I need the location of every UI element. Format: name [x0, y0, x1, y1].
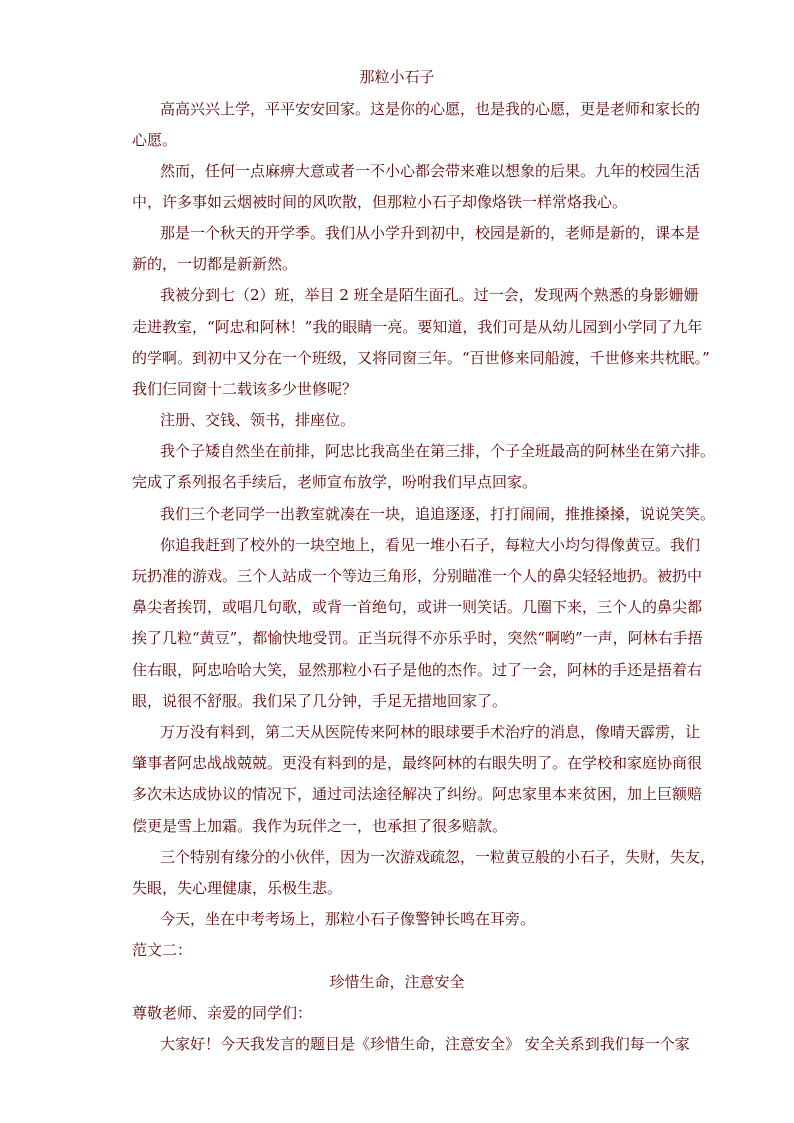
paragraph-line: 新的，一切都是新新然。 — [132, 255, 298, 273]
paragraph-line: 挨了几粒“黄豆”，都愉快地受罚。正当玩得不亦乐乎时，突然“啊哟”一声，阿林右手捂 — [132, 629, 703, 647]
paragraph-line: 鼻尖者挨罚，或唱几句歌，或背一首绝句，或讲一则笑话。几圈下来，三个人的鼻尖都 — [132, 598, 703, 616]
paragraph-line: 肇事者阿忠战战兢兢。更没有料到的是，最终阿林的右眼失明了。在学校和家庭协商很 — [132, 754, 703, 772]
paragraph-line: 偿更是雪上加霜。我作为玩伴之一，也承担了很多赔款。 — [132, 817, 508, 835]
paragraph-line: 今天，坐在中考考场上，那粒小石子像警钟长鸣在耳旁。 — [160, 910, 536, 928]
paragraph-line: 完成了系列报名手续后，老师宣布放学，吩咐我们早点回家。 — [132, 473, 538, 491]
paragraph-line: 万万没有料到，第二天从医院传来阿林的眼球要手术治疗的消息，像晴天霹雳，让 — [160, 723, 701, 741]
paragraph-line: 我个子矮自然坐在前排，阿忠比我高坐在第三排，个子全班最高的阿林坐在第六排。 — [160, 442, 716, 460]
greeting-line: 尊敬老师、亲爱的同学们： — [132, 1004, 313, 1022]
paragraph-line: 那是一个秋天的开学季。我们从小学升到初中，校园是新的，老师是新的，课本是 — [160, 224, 701, 242]
paragraph-line: 我们三个老同学一出教室就凑在一块，追追逐逐，打打闹闹，推推搡搡，说说笑笑。 — [160, 505, 716, 523]
paragraph-line: 你追我赶到了校外的一块空地上，看见一堆小石子，每粒大小均匀得像黄豆。我们 — [160, 536, 701, 554]
section-label: 范文二： — [132, 941, 193, 959]
paragraph-line: 眼，说很不舒服。我们呆了几分钟，手足无措地回家了。 — [132, 692, 508, 710]
paragraph-line: 注册、交钱、领书，排座位。 — [160, 411, 356, 429]
paragraph-line: 高高兴兴上学，平平安安回家。这是你的心愿，也是我的心愿，更是老师和家长的 — [160, 100, 701, 118]
essay1-title: 那粒小石子 — [359, 68, 435, 86]
paragraph-line: 多次未达成协议的情况下，通过司法途径解决了纠纷。阿忠家里本来贫困，加上巨额赔 — [132, 785, 703, 803]
paragraph-line: 的学啊。到初中又分在一个班级，又将同窗三年。“百世修来同船渡，千世修来共枕眠。” — [132, 349, 710, 367]
essay2-title: 珍惜生命，注意安全 — [329, 973, 465, 991]
paragraph-line: 心愿。 — [132, 131, 178, 149]
paragraph-line: 中，许多事如云烟被时间的风吹散，但那粒小石子却像烙铁一样常烙我心。 — [132, 193, 628, 211]
paragraph-line: 三个特别有缘分的小伙伴，因为一次游戏疏忽，一粒黄豆般的小石子，失财，失友， — [160, 848, 716, 866]
paragraph-line: 失眼，失心理健康，乐极生悲。 — [132, 879, 343, 897]
paragraph-line: 住右眼，阿忠哈哈大笑，显然那粒小石子是他的杰作。过了一会，阿林的手还是捂着右 — [132, 661, 703, 679]
paragraph-line: 大家好！今天我发言的题目是《珍惜生命，注意安全》 安全关系到我们每一个家 — [160, 1035, 690, 1053]
paragraph-line: 走进教室，“阿忠和阿林！”我的眼睛一亮。要知道，我们可是从幼儿园到小学同了九年 — [132, 318, 703, 336]
paragraph-line: 然而，任何一点麻痹大意或者一不小心都会带来难以想象的后果。九年的校园生活 — [160, 162, 701, 180]
paragraph-line: 玩扔准的游戏。三个人站成一个等边三角形，分别瞄准一个人的鼻尖轻轻地扔。被扔中 — [132, 567, 703, 585]
paragraph-line: 我被分到七（2）班，举目 2 班全是陌生面孔。过一会，发现两个熟悉的身影姗姗 — [160, 286, 699, 304]
paragraph-line: 我们仨同窗十二载该多少世修呢？ — [132, 380, 358, 398]
